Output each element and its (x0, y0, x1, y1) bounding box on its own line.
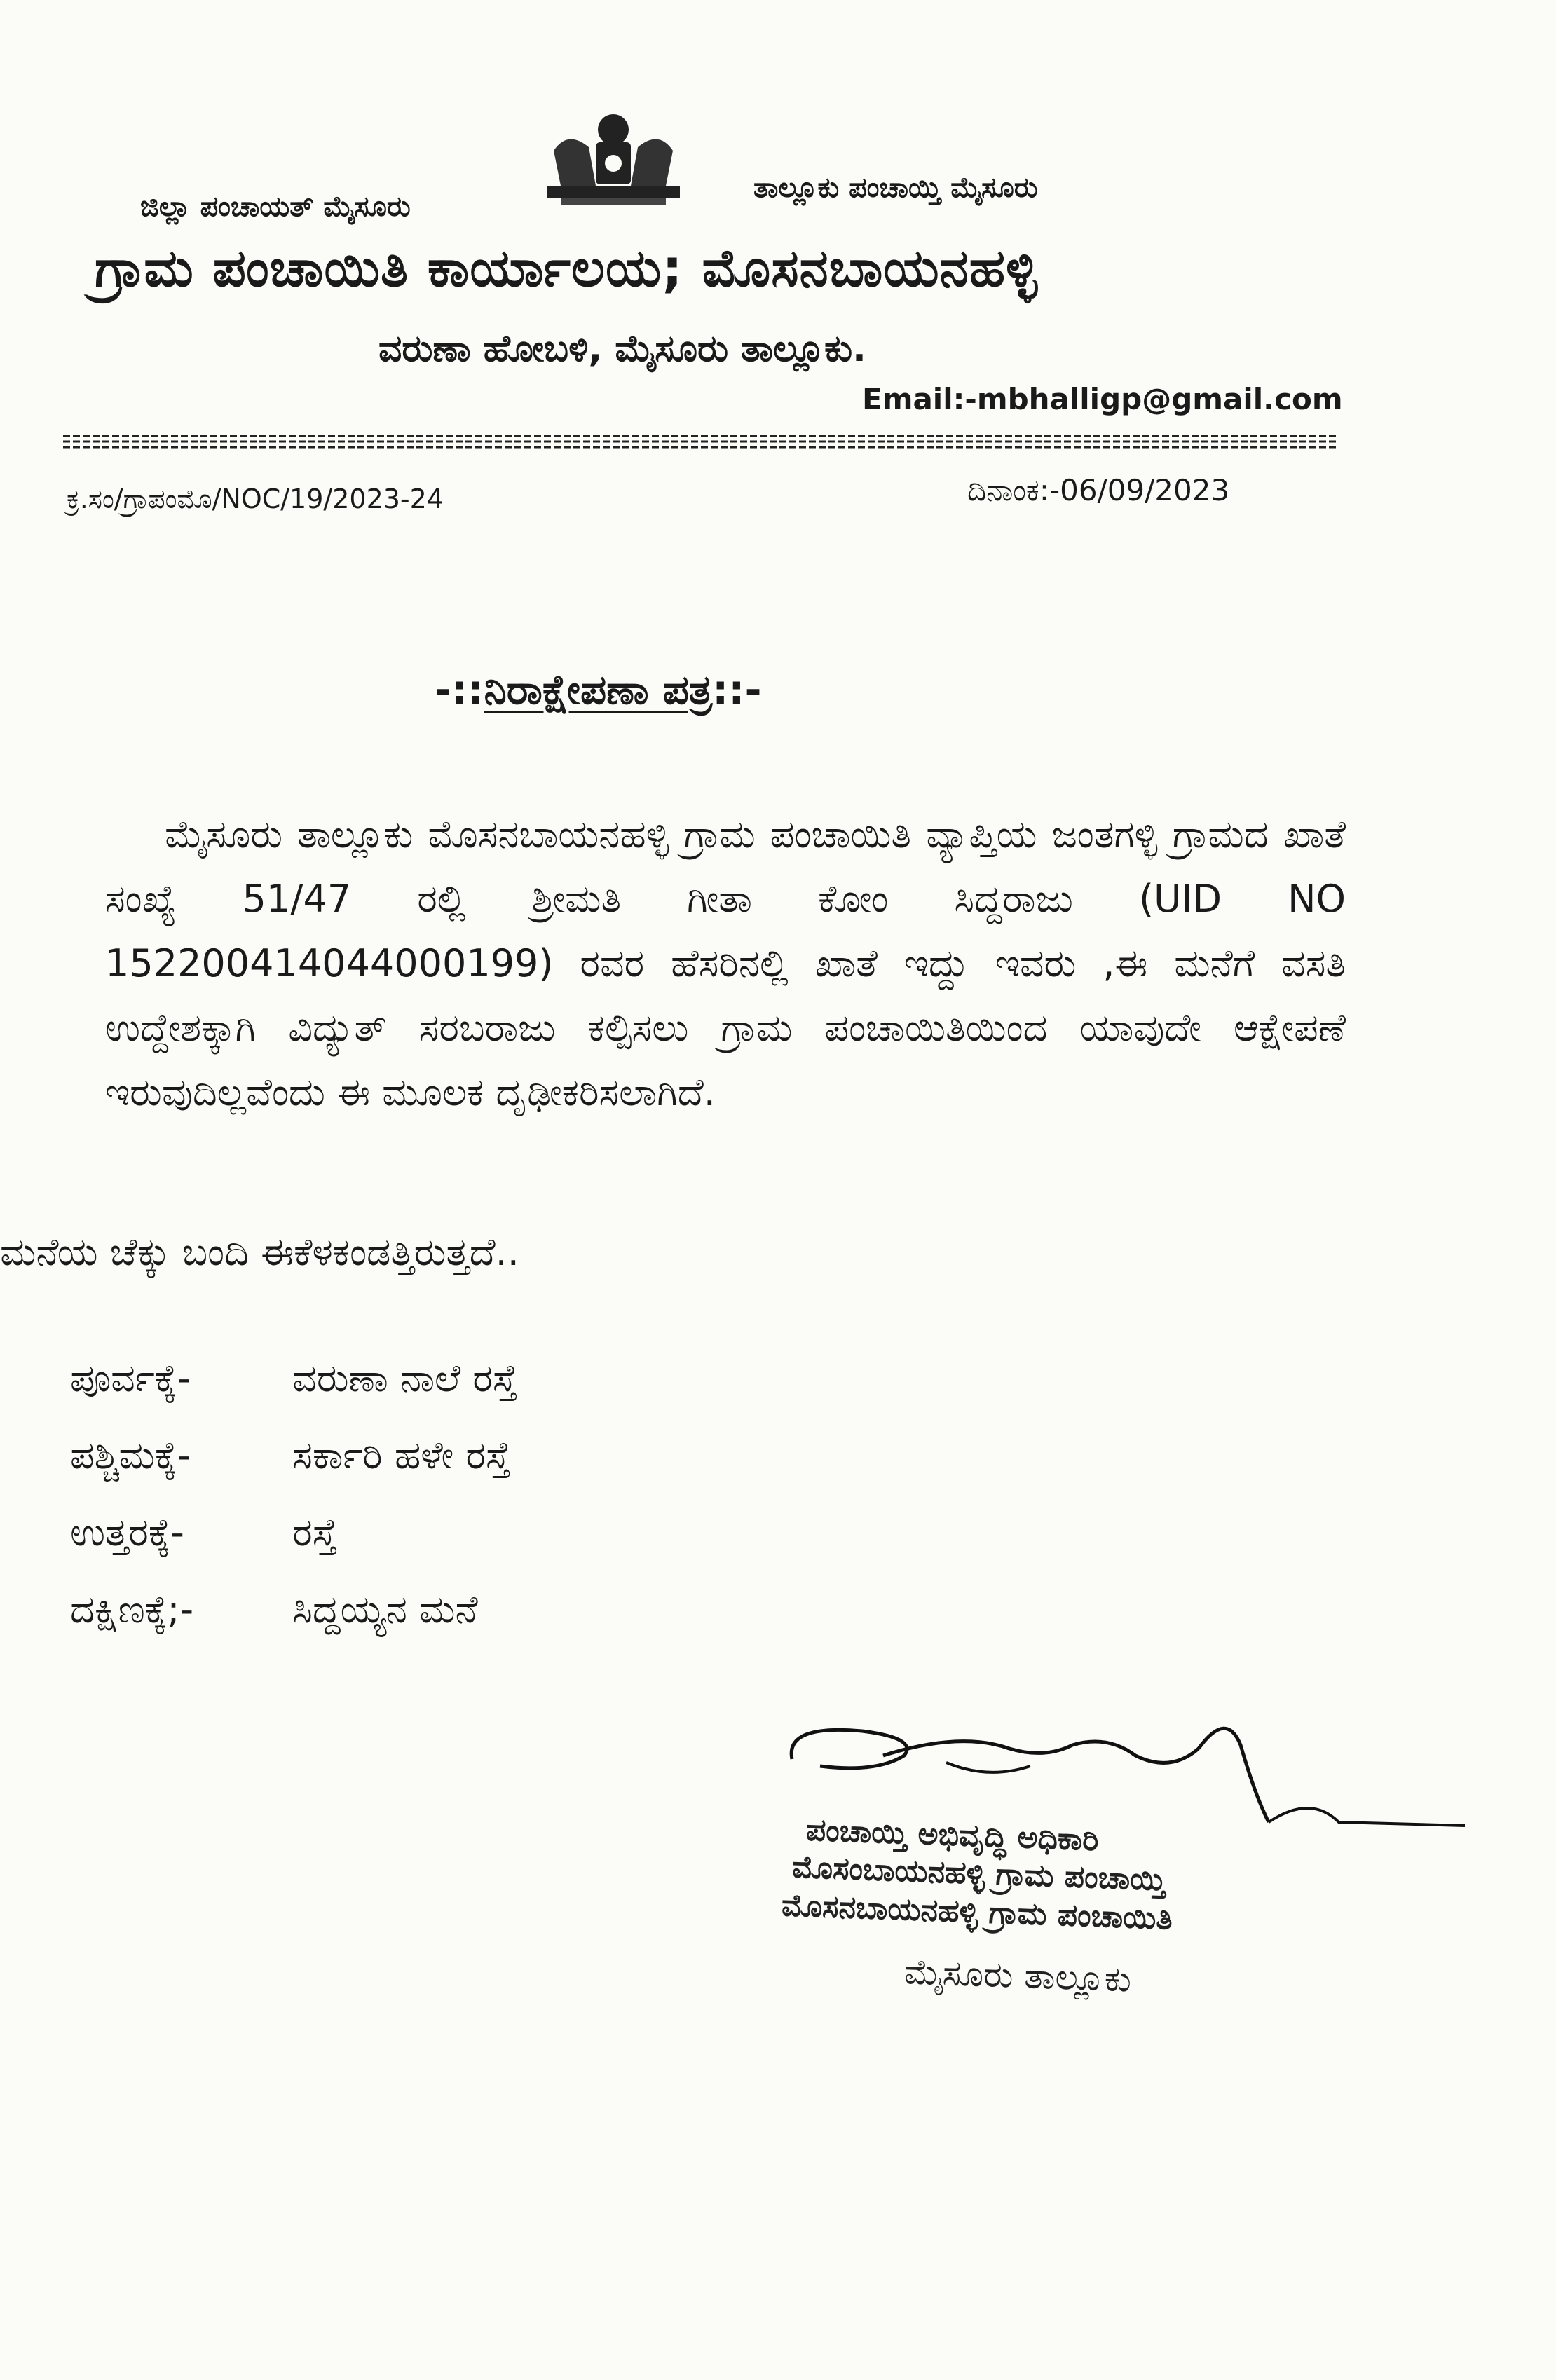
boundary-value: ಸಿದ್ದಯ್ಯನ ಮನೆ (292, 1587, 478, 1632)
boundary-intro: ಮನೆಯ ಚೆಕ್ಕು ಬಂದಿ ಈಕೆಳಕಂಡತ್ತಿರುತ್ತದೆ.. (0, 1230, 519, 1274)
boundary-north (70, 1510, 517, 1587)
boundary-direction: ಪಶ್ಚಿಮಕ್ಕೆ- (70, 1433, 191, 1477)
stamp-taluk: ಮೈಸೂರು ತಾಲ್ಲೂಕು (903, 1951, 1133, 2000)
boundary-direction: ಉತ್ತರಕ್ಕೆ- (70, 1510, 184, 1554)
boundary-direction: ಪೂರ್ವಕ್ಕೆ- (70, 1356, 191, 1400)
document-heading (435, 666, 762, 714)
stamp-panchayat-alt: ಮೊಸನಬಾಯನಹಳ್ಳಿ ಗ್ರಾಮ ಪಂಚಾಯಿತಿ (781, 1887, 1173, 1937)
taluk-panchayat-label: ತಾಲ್ಲೂಕು ಪಂಚಾಯ್ತಿ ಮೈಸೂರು (753, 172, 1038, 204)
header-divider (63, 433, 1339, 451)
boundary-value: ರಸ್ತೆ (292, 1510, 338, 1554)
boundary-south (70, 1587, 517, 1664)
boundary-west (70, 1433, 517, 1510)
reference-number: ಕ್ರ.ಸಂ/ಗ್ರಾಪಂಮೊ/NOC/19/2023-24 (67, 484, 444, 514)
boundary-value: ವರುಣಾ ನಾಲೆ ರಸ್ತೆ (292, 1356, 518, 1400)
document-date: ದಿನಾಂಕ:-06/09/2023 (967, 473, 1230, 507)
boundary-east (70, 1356, 517, 1433)
signature-block (778, 1717, 1479, 2053)
heading-title: ನಿರಾಕ್ಷೇಪಣಾ ಪತ್ರ (484, 666, 713, 713)
office-email: Email:-mbhalligp@gmail.com (862, 382, 1343, 416)
office-subtitle: ವರುಣಾ ಹೋಬಳಿ, ಮೈಸೂರು ತಾಲ್ಲೂಕು. (378, 328, 866, 370)
stamp-designation: ಪಂಚಾಯ್ತಿ ಅಭಿವೃದ್ಧಿ ಅಧಿಕಾರಿ (805, 1812, 1100, 1859)
boundary-value: ಸರ್ಕಾರಿ ಹಳೇ ರಸ್ತೆ (292, 1433, 511, 1477)
office-title: ಗ್ರಾಮ ಪಂಚಾಯಿತಿ ಕಾರ್ಯಾಲಯ; ಮೊಸನಬಾಯನಹಳ್ಳಿ (95, 238, 1039, 299)
heading-prefix: -:: (435, 666, 484, 713)
boundary-list (70, 1356, 517, 1664)
boundary-direction: ದಕ್ಷಿಣಕ್ಕೆ;- (70, 1587, 194, 1632)
karnataka-emblem-icon (540, 109, 687, 214)
body-paragraph: ಮೈಸೂರು ತಾಲ್ಲೂಕು ಮೊಸನಬಾಯನಹಳ್ಳಿ ಗ್ರಾಮ ಪಂಚಾಯಿತಿ ವ್ಯಾಪ್ತಿಯ ಜಂತಗಳ್ಳಿ ಗ್ರಾಮದ ಖಾತೆ ಸಂಖ್ಯೆ 51/47 ರಲ್ಲಿ ಶ್ರೀಮತಿ ಗೀತಾ ಕೋಂ ಸಿದ್ದರಾಜು (UID NO 152200414044000199) ರವರ ಹೆಸರಿನಲ್ಲಿ ಖಾತೆ ಇದ್ದು ಇವರು ,ಈ ಮನೆಗೆ ವಸತಿ ಉದ್ದೇಶಕ್ಕಾಗಿ ವಿದ್ಯುತ್ ಸರಬರಾಜು ಕಲ್ಪಿಸಲು ಗ್ರಾಮ ಪಂಚಾಯಿತಿಯಿಂದ ಯಾವುದೇ ಆಕ್ಷೇಪಣೆ ಇರುವುದಿಲ್ಲವೆಂದು ಈ ಮೂಲಕ ದೃಢೀಕರಿಸಲಾಗಿದೆ. (105, 812, 1346, 1114)
heading-suffix: ::- (712, 666, 762, 713)
stamp-panchayat: ಮೊಸಂಬಾಯನಹಳ್ಳಿ ಗ್ರಾಮ ಪಂಚಾಯ್ತಿ (791, 1849, 1167, 1899)
district-panchayat-label: ಜಿಲ್ಲಾ ಪಂಚಾಯತ್ ಮೈಸೂರು (140, 191, 411, 223)
